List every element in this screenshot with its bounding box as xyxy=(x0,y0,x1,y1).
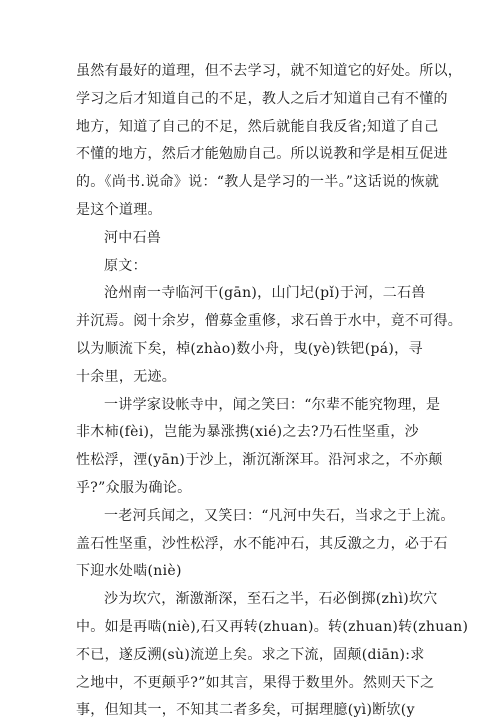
text-line: 虽然有最好的道理，但不去学习，就不知道它的好处。所以， xyxy=(76,63,463,79)
text-line: 沧州南一寺临河干(gān)，山门圮(pǐ)于河，二石兽 xyxy=(104,285,426,302)
text-line: 一老河兵闻之，又笑曰：“凡河中失石，当求之于上流。 xyxy=(104,507,455,524)
text-line: 的。《尚书.说命》说：“教人是学习的一半。”这话说的恢就 xyxy=(76,174,440,191)
text-line: 盖石性坚重，沙性松浮，水不能冲石，其反激之力，必于石 xyxy=(76,535,448,552)
text-line: 中。如是再啮(niè),石又再转(zhuan)。转(zhuan)转(zhuan) xyxy=(76,618,469,635)
text-line: 一讲学家设帐寺中，闻之笑曰：“尔辈不能究物理，是 xyxy=(104,396,441,413)
text-line: 地方，知道了自己的不足，然后就能自我反省;知道了自己 xyxy=(76,118,439,135)
document-text xyxy=(76,58,469,725)
text-line: 河中石兽 xyxy=(104,229,162,246)
text-line: 不懂的地方，然后才能勉励自己。所以说教和学是相互促进 xyxy=(76,146,448,163)
text-line: 之地中，不更颠乎?”如其言，果得于数里外。然则天下之 xyxy=(76,674,435,691)
text-line: 学习之后才知道自己的不足，教人之后才知道自己有不懂的 xyxy=(76,90,448,107)
text-line: 非木柿(fèi)，岂能为暴涨携(xié)之去?乃石性坚重，沙 xyxy=(76,424,419,441)
text-line: 乎?”众服为确论。 xyxy=(76,479,192,496)
text-line: 以为顺流下矣，棹(zhào)数小舟，曳(yè)铁钯(pá)，寻 xyxy=(76,340,423,357)
text-line: 十余里，无迹。 xyxy=(76,368,177,385)
text-line: 原文： xyxy=(104,257,147,274)
text-line: 并沉焉。阅十余岁，僧募金重修，求石兽于水中，竟不可得。 xyxy=(76,313,463,330)
text-line: 是这个道理。 xyxy=(76,201,162,218)
text-line: 性松浮，湮(yān)于沙上，渐沉渐深耳。沿河求之，不亦颠 xyxy=(76,452,443,469)
text-line: 事，但知其一，不知其二者多矣，可据理臆(yì)断欤(y xyxy=(76,702,415,719)
text-line: 下迎水处啮(niè) xyxy=(76,563,182,580)
text-line: 不已，遂反溯(sù)流逆上矣。求之下流，固颠(diān):求 xyxy=(76,646,425,663)
text-line: 沙为坎穴，渐激渐深，至石之半，石必倒掷(zhì)坎穴 xyxy=(104,591,438,608)
